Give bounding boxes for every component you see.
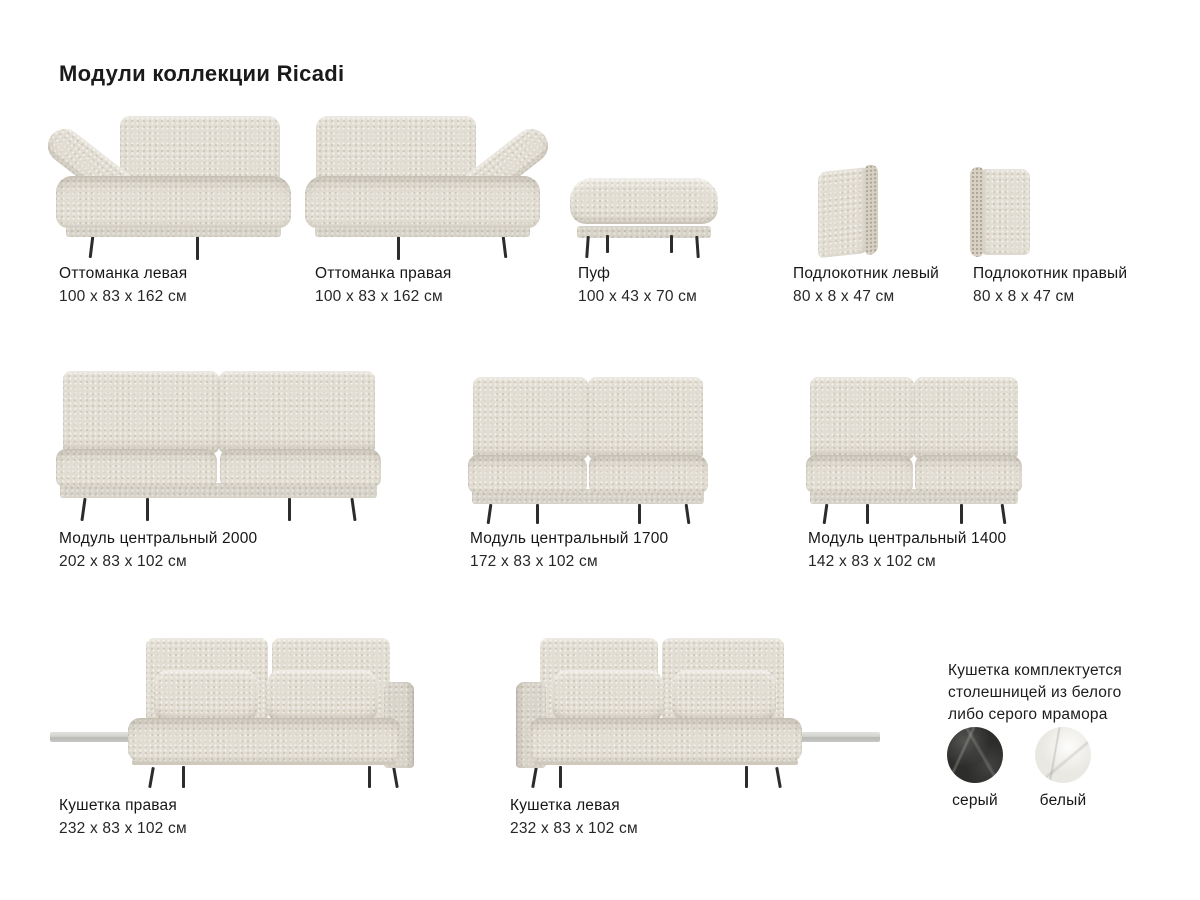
leg — [823, 504, 829, 524]
leg — [368, 766, 371, 788]
seat-cushion — [589, 455, 708, 493]
page-title: Модули коллекции Ricadi — [59, 60, 345, 86]
pillow — [266, 670, 378, 722]
armrest-edge — [970, 167, 983, 257]
module-label-armrest-left — [793, 265, 939, 306]
leg — [745, 766, 748, 788]
pouf-image — [570, 178, 718, 260]
note-line: либо серого мрамора — [948, 706, 1108, 723]
leg — [775, 767, 782, 788]
module-dims: 232 x 83 x 102 см — [510, 820, 638, 837]
seat-cushion — [305, 176, 540, 228]
seat-cushion — [128, 718, 400, 762]
module-name: Подлокотник левый — [793, 265, 940, 282]
ottoman-right-image — [305, 106, 540, 260]
module-name: Модуль центральный 1700 — [470, 530, 669, 547]
seat-cushion — [56, 176, 291, 228]
leg — [80, 498, 86, 521]
leg — [606, 235, 609, 253]
gray-marble-icon — [947, 727, 1003, 783]
module-name: Кушетка левая — [510, 797, 620, 814]
daybed-tabletop-note — [948, 660, 1158, 726]
marble-swatch-gray — [946, 727, 1004, 810]
leg — [397, 236, 400, 260]
seat-cushion — [530, 718, 802, 762]
leg — [502, 236, 508, 258]
ottoman-left-image — [56, 106, 291, 260]
leg — [685, 504, 691, 524]
leg — [960, 504, 963, 524]
module-dims: 80 x 8 x 47 см — [793, 288, 895, 305]
module-dims: 202 x 83 x 102 см — [59, 553, 187, 570]
leg — [585, 236, 590, 258]
pillow — [552, 670, 664, 722]
swatch-label: белый — [1039, 792, 1087, 809]
leg — [536, 504, 539, 524]
leg — [392, 767, 399, 788]
back-cushion — [63, 371, 219, 453]
armrest-edge — [865, 164, 878, 255]
note-line: Кушетка комплектуется — [948, 662, 1122, 679]
module-name: Модуль центральный 2000 — [59, 530, 258, 547]
leg — [89, 236, 95, 258]
back-cushion — [473, 377, 588, 459]
module-name: Кушетка правая — [59, 797, 177, 814]
seat-cushion — [806, 455, 913, 493]
module-name: Пуф — [578, 265, 611, 282]
module-dims: 172 x 83 x 102 см — [470, 553, 598, 570]
module-2000-image — [56, 371, 381, 521]
seat-cushion — [56, 449, 217, 487]
module-label-daybed-left — [510, 797, 638, 838]
module-label-armrest-right — [973, 265, 1127, 306]
leg — [487, 504, 493, 524]
module-label-ottoman-left — [59, 265, 187, 306]
module-label-pouf — [578, 265, 697, 306]
leg — [695, 236, 700, 258]
module-label-1700 — [470, 530, 668, 571]
module-label-ottoman-right — [315, 265, 452, 306]
leg — [559, 766, 562, 788]
leg — [670, 235, 673, 253]
back-cushion — [219, 371, 375, 453]
leg — [531, 767, 538, 788]
leg — [146, 498, 149, 521]
leg — [182, 766, 185, 788]
seat-cushion — [468, 455, 587, 493]
module-1400-image — [806, 377, 1022, 527]
module-name: Модуль центральный 1400 — [808, 530, 1007, 547]
module-dims: 80 x 8 x 47 см — [973, 288, 1075, 305]
swatch-label: серый — [952, 792, 998, 809]
leg — [638, 504, 641, 524]
armrest-panel — [818, 167, 868, 258]
leg — [288, 498, 291, 521]
module-dims: 142 x 83 x 102 см — [808, 553, 936, 570]
module-label-1400 — [808, 530, 1006, 571]
armrest-right-image — [968, 167, 1030, 259]
seat-cushion — [915, 455, 1022, 493]
marble-swatch-white — [1034, 727, 1092, 810]
daybed-right-image — [50, 630, 442, 790]
module-dims: 100 x 43 x 70 см — [578, 288, 697, 305]
module-name: Оттоманка правая — [315, 265, 452, 282]
daybed-left-image — [488, 630, 880, 790]
module-dims: 100 x 83 x 162 см — [59, 288, 187, 305]
back-cushion — [810, 377, 914, 459]
white-marble-icon — [1035, 727, 1091, 783]
seat-cushion — [220, 449, 381, 487]
module-1700-image — [468, 377, 708, 527]
pillow — [154, 670, 258, 722]
module-dims: 100 x 83 x 162 см — [315, 288, 443, 305]
base-frame — [577, 226, 711, 238]
module-label-2000 — [59, 530, 257, 571]
leg — [350, 498, 356, 521]
module-label-daybed-right — [59, 797, 187, 838]
module-dims: 232 x 83 x 102 см — [59, 820, 187, 837]
module-name: Подлокотник правый — [973, 265, 1128, 282]
armrest-left-image — [818, 164, 880, 263]
leg — [1001, 504, 1007, 524]
seat-cushion — [570, 178, 718, 224]
leg — [148, 767, 155, 788]
leg — [866, 504, 869, 524]
note-line: столешницей из белого — [948, 684, 1122, 701]
leg — [196, 236, 199, 260]
back-cushion — [914, 377, 1018, 459]
armrest-panel — [980, 169, 1030, 255]
module-name: Оттоманка левая — [59, 265, 188, 282]
back-cushion — [588, 377, 703, 459]
pillow — [672, 670, 776, 722]
